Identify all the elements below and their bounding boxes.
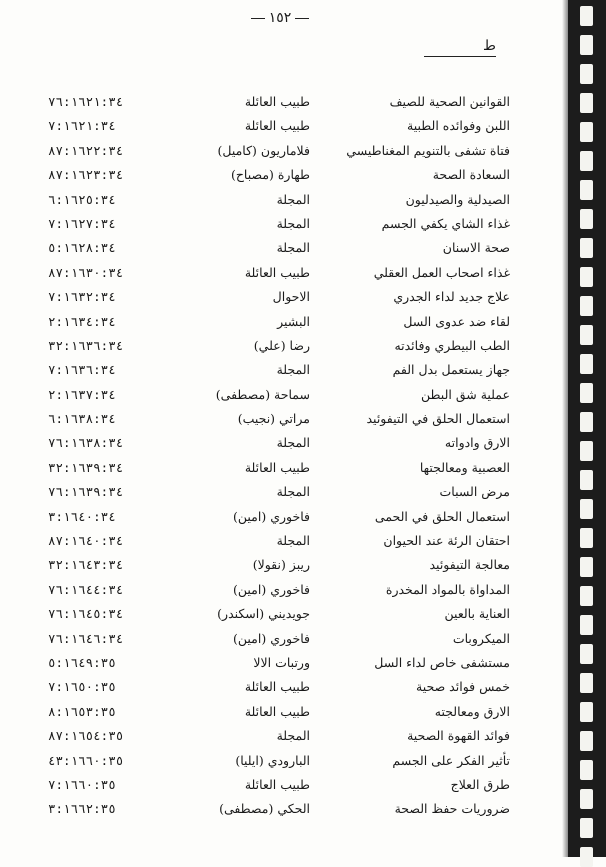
index-entry bbox=[0, 312, 560, 336]
index-entry bbox=[0, 433, 560, 457]
entry-reference: ٧:١٦٢٧:٣٤ bbox=[48, 215, 116, 231]
film-hole bbox=[580, 557, 593, 577]
entry-reference: ٨:١٦٥٣:٣٥ bbox=[48, 703, 116, 719]
entry-topic: معالجة التيفوئيد bbox=[429, 557, 510, 573]
index-entry bbox=[0, 165, 560, 189]
film-hole bbox=[580, 528, 593, 548]
index-entry bbox=[0, 580, 560, 604]
film-hole bbox=[580, 499, 593, 519]
entry-topic: صحة الاسنان bbox=[442, 240, 510, 256]
entry-reference: ٧:١٦٣٦:٣٤ bbox=[48, 362, 116, 378]
entry-source: سماحة (مصطفى) bbox=[215, 386, 310, 402]
entry-source: طهارة (مصباح) bbox=[230, 167, 310, 183]
entry-source: مراتي (نجيب) bbox=[237, 411, 310, 427]
entry-topic: المداواة بالمواد المخدرة bbox=[385, 581, 510, 597]
film-hole bbox=[580, 267, 593, 287]
entry-reference: ٨٧:١٦٢٢:٣٤ bbox=[48, 142, 124, 158]
entry-topic: الارق ومعالجته bbox=[434, 703, 510, 719]
film-hole bbox=[580, 354, 593, 374]
entry-reference: ٨٧:١٦٣٠:٣٤ bbox=[48, 264, 124, 280]
page-number bbox=[0, 10, 560, 26]
entry-reference: ٧٦:١٦٣٨:٣٤ bbox=[48, 435, 124, 451]
entry-topic: اللبن وفوائده الطبية bbox=[407, 118, 510, 134]
index-entry bbox=[0, 604, 560, 628]
entry-reference: ٧٦:١٦٢١:٣٤ bbox=[48, 94, 124, 109]
entry-topic: عملية شق البطن bbox=[421, 386, 510, 402]
film-hole bbox=[580, 325, 593, 345]
entry-topic: مرض السبات bbox=[439, 484, 510, 500]
entry-topic: غذاء اصحاب العمل العقلي bbox=[373, 264, 510, 280]
entry-reference: ٣٢:١٦٣٩:٣٤ bbox=[48, 459, 124, 475]
entry-source: المجلة bbox=[276, 533, 310, 549]
entry-topic: لقاء ضد عدوى السل bbox=[403, 313, 510, 329]
entry-reference: ٦:١٦٢٥:٣٤ bbox=[48, 191, 116, 207]
index-entry bbox=[0, 507, 560, 531]
entry-topic: العناية بالعين bbox=[444, 606, 510, 622]
film-hole bbox=[580, 383, 593, 403]
entry-reference: ٥:١٦٤٩:٣٥ bbox=[48, 654, 116, 670]
entry-topic: الميكروبات bbox=[452, 630, 510, 646]
entry-source: فاخوري (امين) bbox=[233, 508, 310, 524]
index-entry bbox=[0, 336, 560, 360]
entry-reference: ٣٢:١٦٣٦:٣٤ bbox=[48, 337, 124, 353]
entry-reference: ٧٦:١٦٤٦:٣٤ bbox=[48, 630, 124, 646]
index-entry bbox=[0, 555, 560, 579]
entry-topic: غذاء الشاي يكفي الجسم bbox=[381, 215, 510, 231]
film-hole bbox=[580, 760, 593, 780]
entry-reference: ٣:١٦٤٠:٣٤ bbox=[48, 508, 116, 524]
entry-source: المجلة bbox=[276, 728, 310, 744]
entry-source: البارودي (ايليا) bbox=[235, 752, 310, 768]
entry-source: الاحوال bbox=[272, 289, 310, 305]
dash-right bbox=[295, 18, 309, 19]
entry-source: المجلة bbox=[276, 484, 310, 500]
entry-source: طبيب العائلة bbox=[244, 459, 310, 475]
entry-reference: ٥:١٦٢٨:٣٤ bbox=[48, 240, 116, 256]
entry-source: طبيب العائلة bbox=[244, 679, 310, 695]
entry-reference: ٧٦:١٦٣٩:٣٤ bbox=[48, 484, 124, 500]
film-hole bbox=[580, 35, 593, 55]
film-hole bbox=[580, 789, 593, 809]
film-hole bbox=[580, 238, 593, 258]
film-hole bbox=[580, 470, 593, 490]
entry-reference: ٨٧:١٦٤٠:٣٤ bbox=[48, 533, 124, 549]
film-hole bbox=[580, 847, 593, 867]
entry-topic: الارق وادواته bbox=[444, 435, 510, 451]
entry-source: طبيب العائلة bbox=[244, 264, 310, 280]
index-entry bbox=[0, 141, 560, 165]
film-hole bbox=[580, 615, 593, 635]
entry-reference: ٢:١٦٣٤:٣٤ bbox=[48, 313, 116, 329]
entry-topic: طرق العلاج bbox=[450, 776, 510, 792]
entry-reference: ٧:١٦٥٠:٣٥ bbox=[48, 679, 116, 695]
entry-source: المجلة bbox=[276, 215, 310, 231]
entry-source: طبيب العائلة bbox=[244, 776, 310, 792]
index-list bbox=[0, 92, 560, 824]
film-hole bbox=[580, 64, 593, 84]
entry-reference: ٣:١٦٦٢:٣٥ bbox=[48, 801, 116, 817]
entry-source: فلاماريون (كاميل) bbox=[217, 142, 310, 158]
section-heading-underline bbox=[424, 56, 496, 57]
entry-topic: الصيدلية والصيدليون bbox=[405, 191, 510, 207]
entry-source: فاخوري (امين) bbox=[233, 630, 310, 646]
film-hole bbox=[580, 209, 593, 229]
entry-source: طبيب العائلة bbox=[244, 118, 310, 134]
index-entry bbox=[0, 190, 560, 214]
entry-source: المجلة bbox=[276, 240, 310, 256]
index-entry bbox=[0, 92, 560, 116]
index-entry bbox=[0, 458, 560, 482]
entry-topic: استعمال الحلق في التيفوئيد bbox=[366, 411, 510, 427]
entry-topic: فتاة تشفى بالتنويم المغناطيسي bbox=[346, 142, 510, 158]
entry-topic: جهاز يستعمل بدل الفم bbox=[392, 362, 510, 378]
entry-source: طبيب العائلة bbox=[244, 94, 310, 109]
index-entry bbox=[0, 214, 560, 238]
index-entry bbox=[0, 726, 560, 750]
entry-source: البشير bbox=[277, 313, 310, 329]
entry-topic: استعمال الحلق في الحمى bbox=[374, 508, 510, 524]
film-hole bbox=[580, 151, 593, 171]
film-hole bbox=[580, 6, 593, 26]
entry-reference: ٧:١٦٦٠:٣٥ bbox=[48, 776, 116, 792]
film-hole bbox=[580, 731, 593, 751]
index-entry bbox=[0, 775, 560, 799]
entry-reference: ٢:١٦٣٧:٣٤ bbox=[48, 386, 116, 402]
index-entry bbox=[0, 287, 560, 311]
index-entry bbox=[0, 702, 560, 726]
index-entry bbox=[0, 482, 560, 506]
entry-reference: ٧٦:١٦٤٥:٣٤ bbox=[48, 606, 124, 622]
entry-source: المجلة bbox=[276, 362, 310, 378]
film-hole bbox=[580, 644, 593, 664]
entry-source: المجلة bbox=[276, 191, 310, 207]
entry-source: ريبز (نقولا) bbox=[252, 557, 310, 573]
entry-topic: علاج جديد لداء الجدري bbox=[393, 289, 510, 305]
index-entry bbox=[0, 360, 560, 384]
entry-reference: ٨٧:١٦٥٤:٣٥ bbox=[48, 728, 124, 744]
entry-topic: السعادة الصحة bbox=[432, 167, 510, 183]
entry-topic: احتقان الرئة عند الحيوان bbox=[383, 533, 510, 549]
entry-topic: القوانين الصحية للصيف bbox=[389, 94, 510, 109]
entry-source: جويديني (اسكندر) bbox=[217, 606, 310, 622]
index-entry bbox=[0, 677, 560, 701]
index-entry bbox=[0, 238, 560, 262]
film-hole bbox=[580, 296, 593, 316]
entry-topic: العصبية ومعالجتها bbox=[419, 459, 510, 475]
index-entry bbox=[0, 629, 560, 653]
entry-reference: ٤٣:١٦٦٠:٣٥ bbox=[48, 752, 124, 768]
entry-source: المجلة bbox=[276, 435, 310, 451]
entry-reference: ٧:١٦٣٢:٣٤ bbox=[48, 289, 116, 305]
film-hole bbox=[580, 818, 593, 838]
entry-topic: الطب البيطري وفائدته bbox=[394, 337, 510, 353]
entry-topic: تأثير الفكر على الجسم bbox=[392, 752, 510, 768]
entry-topic: مستشفى خاص لداء السل bbox=[374, 654, 510, 670]
entry-topic: ضروريات حفظ الصحة bbox=[394, 801, 510, 817]
entry-source: طبيب العائلة bbox=[244, 703, 310, 719]
index-entry bbox=[0, 531, 560, 555]
entry-reference: ٧٦:١٦٤٤:٣٤ bbox=[48, 581, 124, 597]
page-number-text: ١٥٢ bbox=[268, 10, 292, 26]
entry-reference: ٦:١٦٣٨:٣٤ bbox=[48, 411, 116, 427]
index-entry bbox=[0, 653, 560, 677]
index-entry bbox=[0, 385, 560, 409]
film-hole bbox=[580, 702, 593, 722]
entry-topic: فوائد القهوة الصحية bbox=[407, 728, 510, 744]
entry-reference: ٣٢:١٦٤٣:٣٤ bbox=[48, 557, 124, 573]
film-hole bbox=[580, 673, 593, 693]
film-strip bbox=[568, 0, 606, 857]
index-entry bbox=[0, 116, 560, 140]
entry-source: رضا (علي) bbox=[253, 337, 310, 353]
dash-left bbox=[251, 18, 265, 19]
section-heading-letter: ط bbox=[483, 38, 496, 54]
entry-source: ورتبات الالا bbox=[253, 654, 310, 670]
entry-topic: خمس فوائد صحية bbox=[416, 679, 510, 695]
section-heading bbox=[424, 38, 496, 57]
entry-reference: ٨٧:١٦٢٣:٣٤ bbox=[48, 167, 124, 183]
index-entry bbox=[0, 409, 560, 433]
index-entry bbox=[0, 263, 560, 287]
index-entry bbox=[0, 751, 560, 775]
entry-reference: ٧:١٦٢١:٣٤ bbox=[48, 118, 116, 134]
film-hole bbox=[580, 412, 593, 432]
film-hole bbox=[580, 93, 593, 113]
entry-source: فاخوري (امين) bbox=[233, 581, 310, 597]
film-hole bbox=[580, 441, 593, 461]
film-hole bbox=[580, 122, 593, 142]
film-hole bbox=[580, 180, 593, 200]
film-hole bbox=[580, 586, 593, 606]
entry-source: الحكي (مصطفى) bbox=[219, 801, 310, 817]
index-entry bbox=[0, 799, 560, 823]
